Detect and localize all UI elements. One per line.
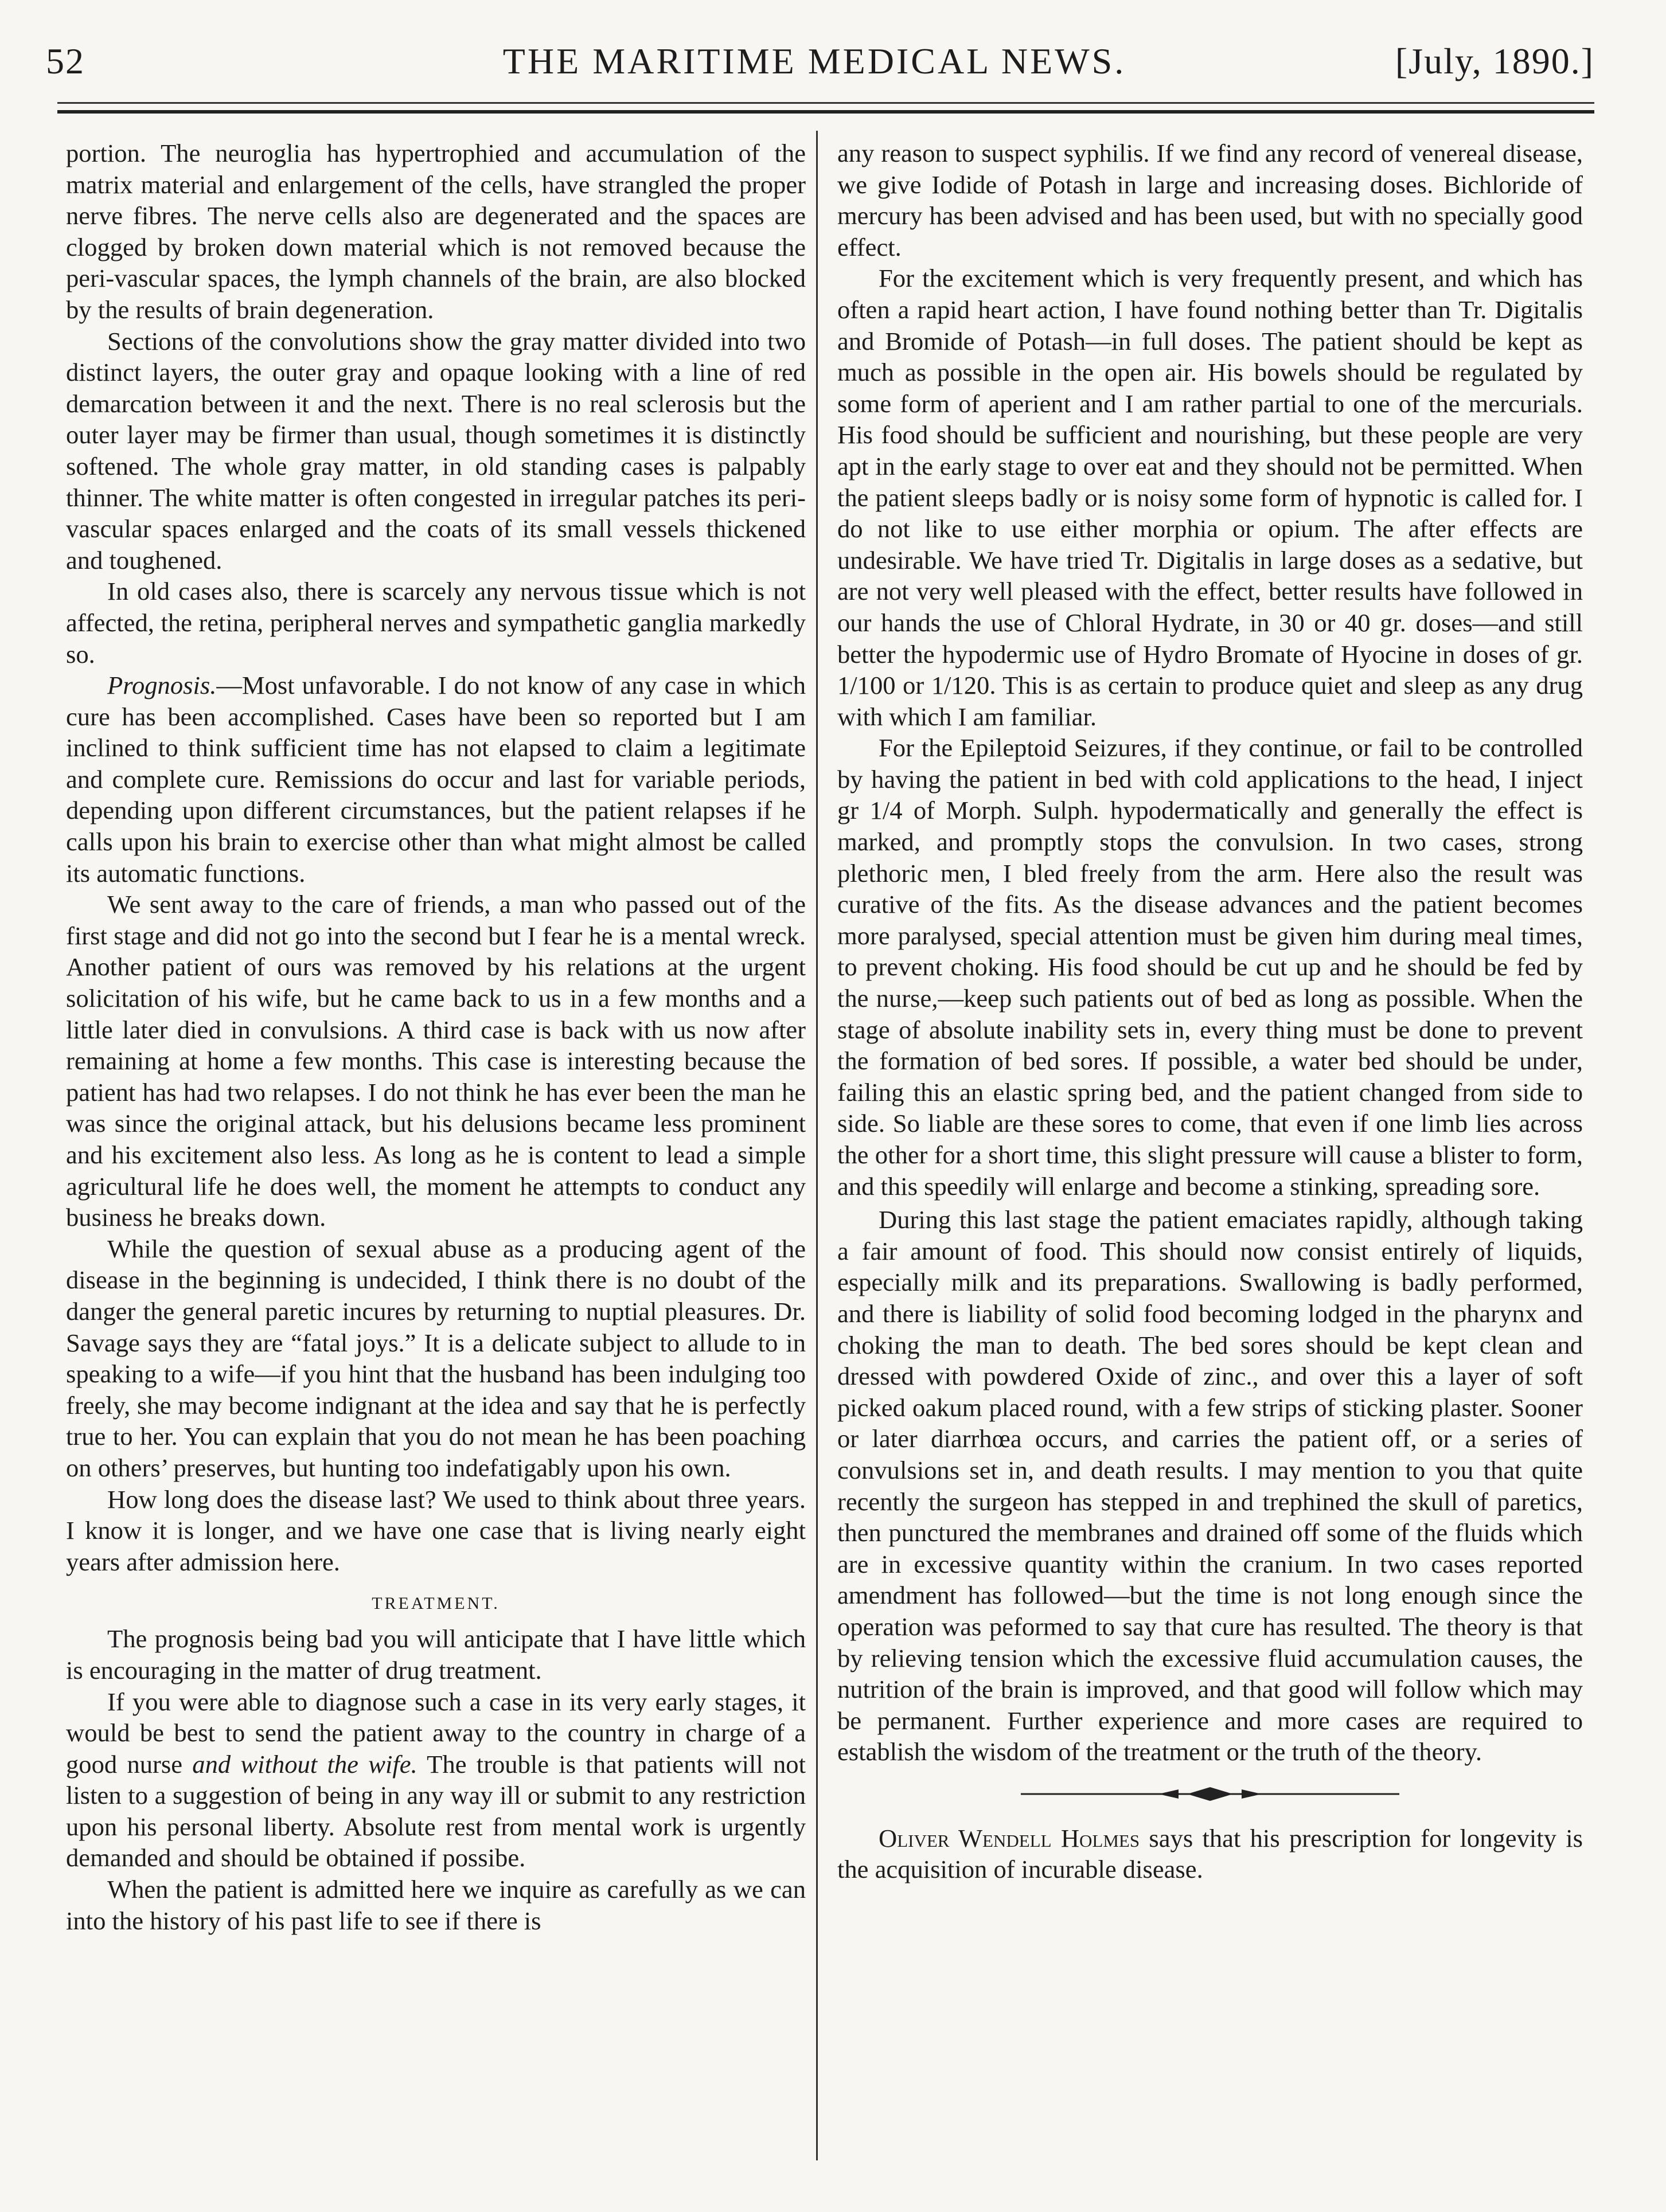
header-rule-thin bbox=[57, 102, 1594, 104]
right-column bbox=[837, 138, 1583, 2179]
page-number: 52 bbox=[46, 41, 85, 81]
paragraph-text: If you were able to diagnose such a case in its very early stages, it would be best to send the patient away to the country in charge of a good nurse bbox=[66, 1687, 806, 1779]
page-header bbox=[34, 40, 1594, 92]
paragraph: Sections of the convolutions show the gray matter divided into two distinct layers, the outer gray and opaque looking with a line of red demarcation between it and the next. There is no real sclerosis but the outer layer may be firmer than usual, though sometimes it is distinctly softened. The whole gray matter, in old standing cases is palpably thinner. The white matter is often congested in irregular patches its peri-vascular spaces enlarged and the coats of its small vessels thickened and toughened. bbox=[66, 326, 806, 575]
paragraph-text: —Most unfavorable. I do not know of any case in which cure has been accomplished. Cases have been so reported but I am inclined to think sufficient time has not elapsed to claim a legitimate and complete cure. Remissions do occur and last for variable periods, depending upon different circumstances, but the patient relapses if he calls upon his brain to exercise other than what might almost be called its automatic functions. bbox=[66, 671, 806, 888]
paragraph: portion. The neuroglia has hypertrophied and accumulation of the matrix material and enlargement of the cells, have strangled the proper nerve fibres. The nerve cells also are degenerated and the spaces are clogged by broken down material which is not removed because the peri-vascular spaces, the lymph channels of the brain, are also blocked by the results of brain degeneration. bbox=[66, 139, 806, 324]
paragraph: How long does the disease last? We used to think about three years. I know it is longer, and we have one case that is living nearly eight years after admission here. bbox=[66, 1484, 806, 1576]
paragraph bbox=[66, 1686, 806, 1874]
ornamental-divider bbox=[1015, 1783, 1405, 1805]
prognosis-label: Prognosis. bbox=[107, 671, 217, 700]
column-divider bbox=[816, 131, 818, 2160]
dose-fraction: 1/120 bbox=[931, 671, 990, 700]
left-column bbox=[66, 138, 806, 2179]
section-heading: TREATMENT. bbox=[372, 1594, 500, 1613]
paragraph bbox=[837, 1823, 1583, 1885]
paragraph-text: of Morph. Sulph. hypodermatically and generally the effect is marked, and promptly stops the convulsion. In two cases, strong plethoric men, I bled freely from the arm. Here also the result was curative of the fits. As the disease advances and the patient becomes more paralysed, special attention must be given him during meal times, to prevent choking. His food should be cut up and he should be fed by the nurse,—keep such patients out of bed as long as possible. When the stage of absolute inability sets in, every thing must be done to prevent the formation of bed sores. If possible, a water bed should be under, failing this an elastic spring bed, and the patient changed from side to side. So liable are these sores to come, that even if one limb lies across the other for a short time, this slight pressure will cause a blister to form, and this speedily will enlarge and become a stinking, spreading sore. bbox=[837, 796, 1583, 1201]
paragraph-text: or bbox=[895, 671, 931, 700]
paragraph: any reason to suspect syphilis. If we find any record of venereal disease, we give Iodide of Potash in large and increasing doses. Bichloride of mercury has been advised and has been used, but with no specially good effect. bbox=[837, 139, 1583, 261]
paragraph-text: . This is as certain to produce quiet and sleep as any drug with which I am familiar. bbox=[837, 671, 1583, 731]
dose-fraction: 1/4 bbox=[869, 796, 903, 825]
paragraph: The prognosis being bad you will anticipate that I have little which is encouraging in the matter of drug treatment. bbox=[66, 1624, 806, 1685]
paragraph: During this last stage the patient emaciates rapidly, although taking a fair amount of food. This should now consist entirely of liquids, especially milk and its preparations. Swallowing is badly performed, and there is liability of solid food becoming lodged in the pharynx and choking the man to death. The bed sores should be kept clean and dressed with powdered Oxide of zinc., and over this a layer of soft picked oakum placed round, with a few strips of sticking plaster. Sooner or later diarrhœa occurs, and carries the patient off, or a series of convulsions set in, and death results. I may mention to you that quite recently the surgeon has stepped in and trephined the skull of paretics, then punctured the membranes and drained off some of the fluids which are in excessive quantity within the cranium. In two cases reported amendment has followed—but the time is not long enough since the operation was peformed to say that cure has resulted. The theory is that by relieving tension which the excessive fluid accumulation causes, the nutrition of the brain is improved, and that good will follow which may be permanent. Further experience and more cases are required to establish the wisdom of the treatment or the truth of the theory. bbox=[837, 1205, 1583, 1767]
emphasis-text: and without the wife. bbox=[192, 1749, 418, 1779]
issue-date: [July, 1890.] bbox=[1395, 41, 1594, 81]
paragraph: When the patient is admitted here we inquire as carefully as we can into the history of his past life to see if there is bbox=[66, 1875, 806, 1935]
header-rule-thick bbox=[57, 110, 1594, 114]
person-name: Oliver Wendell Holmes bbox=[879, 1823, 1140, 1853]
paragraph: We sent away to the care of friends, a man who passed out of the first stage and did not go into the second but I fear he is a mental wreck. Another patient of ours was removed by his relations at the urgent solicitation of his wife, but he came back to us in a few months and a little later died in convulsions. A third case is back with us now after remaining at home a few months. This case is interesting because the patient has had two relapses. I do not think he has ever been the man he was since the original attack, but his delusions became less prominent and his excitement also less. As long as he is content to lead a simple agricultural life he does well, the moment he attempts to conduct any business he breaks down. bbox=[66, 890, 806, 1232]
paragraph bbox=[837, 263, 1583, 732]
paragraph-text: The trouble is that patients will not listen to a suggestion of being in any way ill or submit to any restriction upon his personal liberty. Absolute rest from mental work is urgently demanded and should be obtained if possibe. bbox=[66, 1749, 806, 1873]
paragraph-text: For the Epileptoid Seizures, if they continue, or fail to be controlled by having the patient in bed with cold applications to the head, I inject gr bbox=[837, 733, 1583, 825]
journal-title: THE MARITIME MEDICAL NEWS. bbox=[502, 41, 1126, 81]
paragraph: In old cases also, there is scarcely any nervous tissue which is not affected, the retina, peripheral nerves and sympathetic ganglia markedly so. bbox=[66, 577, 806, 669]
paragraph-text: says that his prescription for longevity is the acquisition of incurable disease. bbox=[837, 1823, 1583, 1884]
paragraph-text: For the excitement which is very frequently present, and which has often a rapid heart action, I have found nothing better than Tr. Digitalis and Bromide of Potash—in full doses. The patient should be kept as much as possible in the open air. His bowels should be regulated by some form of aperient and I am rather partial to one of the mercurials. His food should be sufficient and nourishing, but these people are very apt in the early stage to over eat and they should not be permitted. When the patient sleeps badly or is noisy some form of hypnotic is called for. I do not like to use either morphia or opium. The after effects are undesirable. We have tried Tr. Digitalis in large doses as a sedative, but are not very well pleased with the effect, better results have followed in our hands the use of Chloral Hydrate, in 30 or 40 gr. doses—and still better the hypodermic use of Hydro Bromate of Hyocine in doses of gr. bbox=[837, 264, 1583, 669]
paragraph bbox=[66, 670, 806, 889]
paragraph: While the question of sexual abuse as a producing agent of the disease in the beginning is undecided, I think there is no doubt of the danger the general paretic incures by returning to nuptial pleasures. Dr. Savage says they are “fatal joys.” It is a delicate subject to allude to in speaking to a wife—if you hint that the husband has been indulging too freely, she may become indignant at the idea and say that he is perfectly true to her. You can explain that you do not mean he has been poaching on others’ preserves, but hunting too indefatigably upon his own. bbox=[66, 1234, 806, 1482]
dose-fraction: 1/100 bbox=[837, 671, 896, 700]
paragraph bbox=[837, 732, 1583, 1202]
